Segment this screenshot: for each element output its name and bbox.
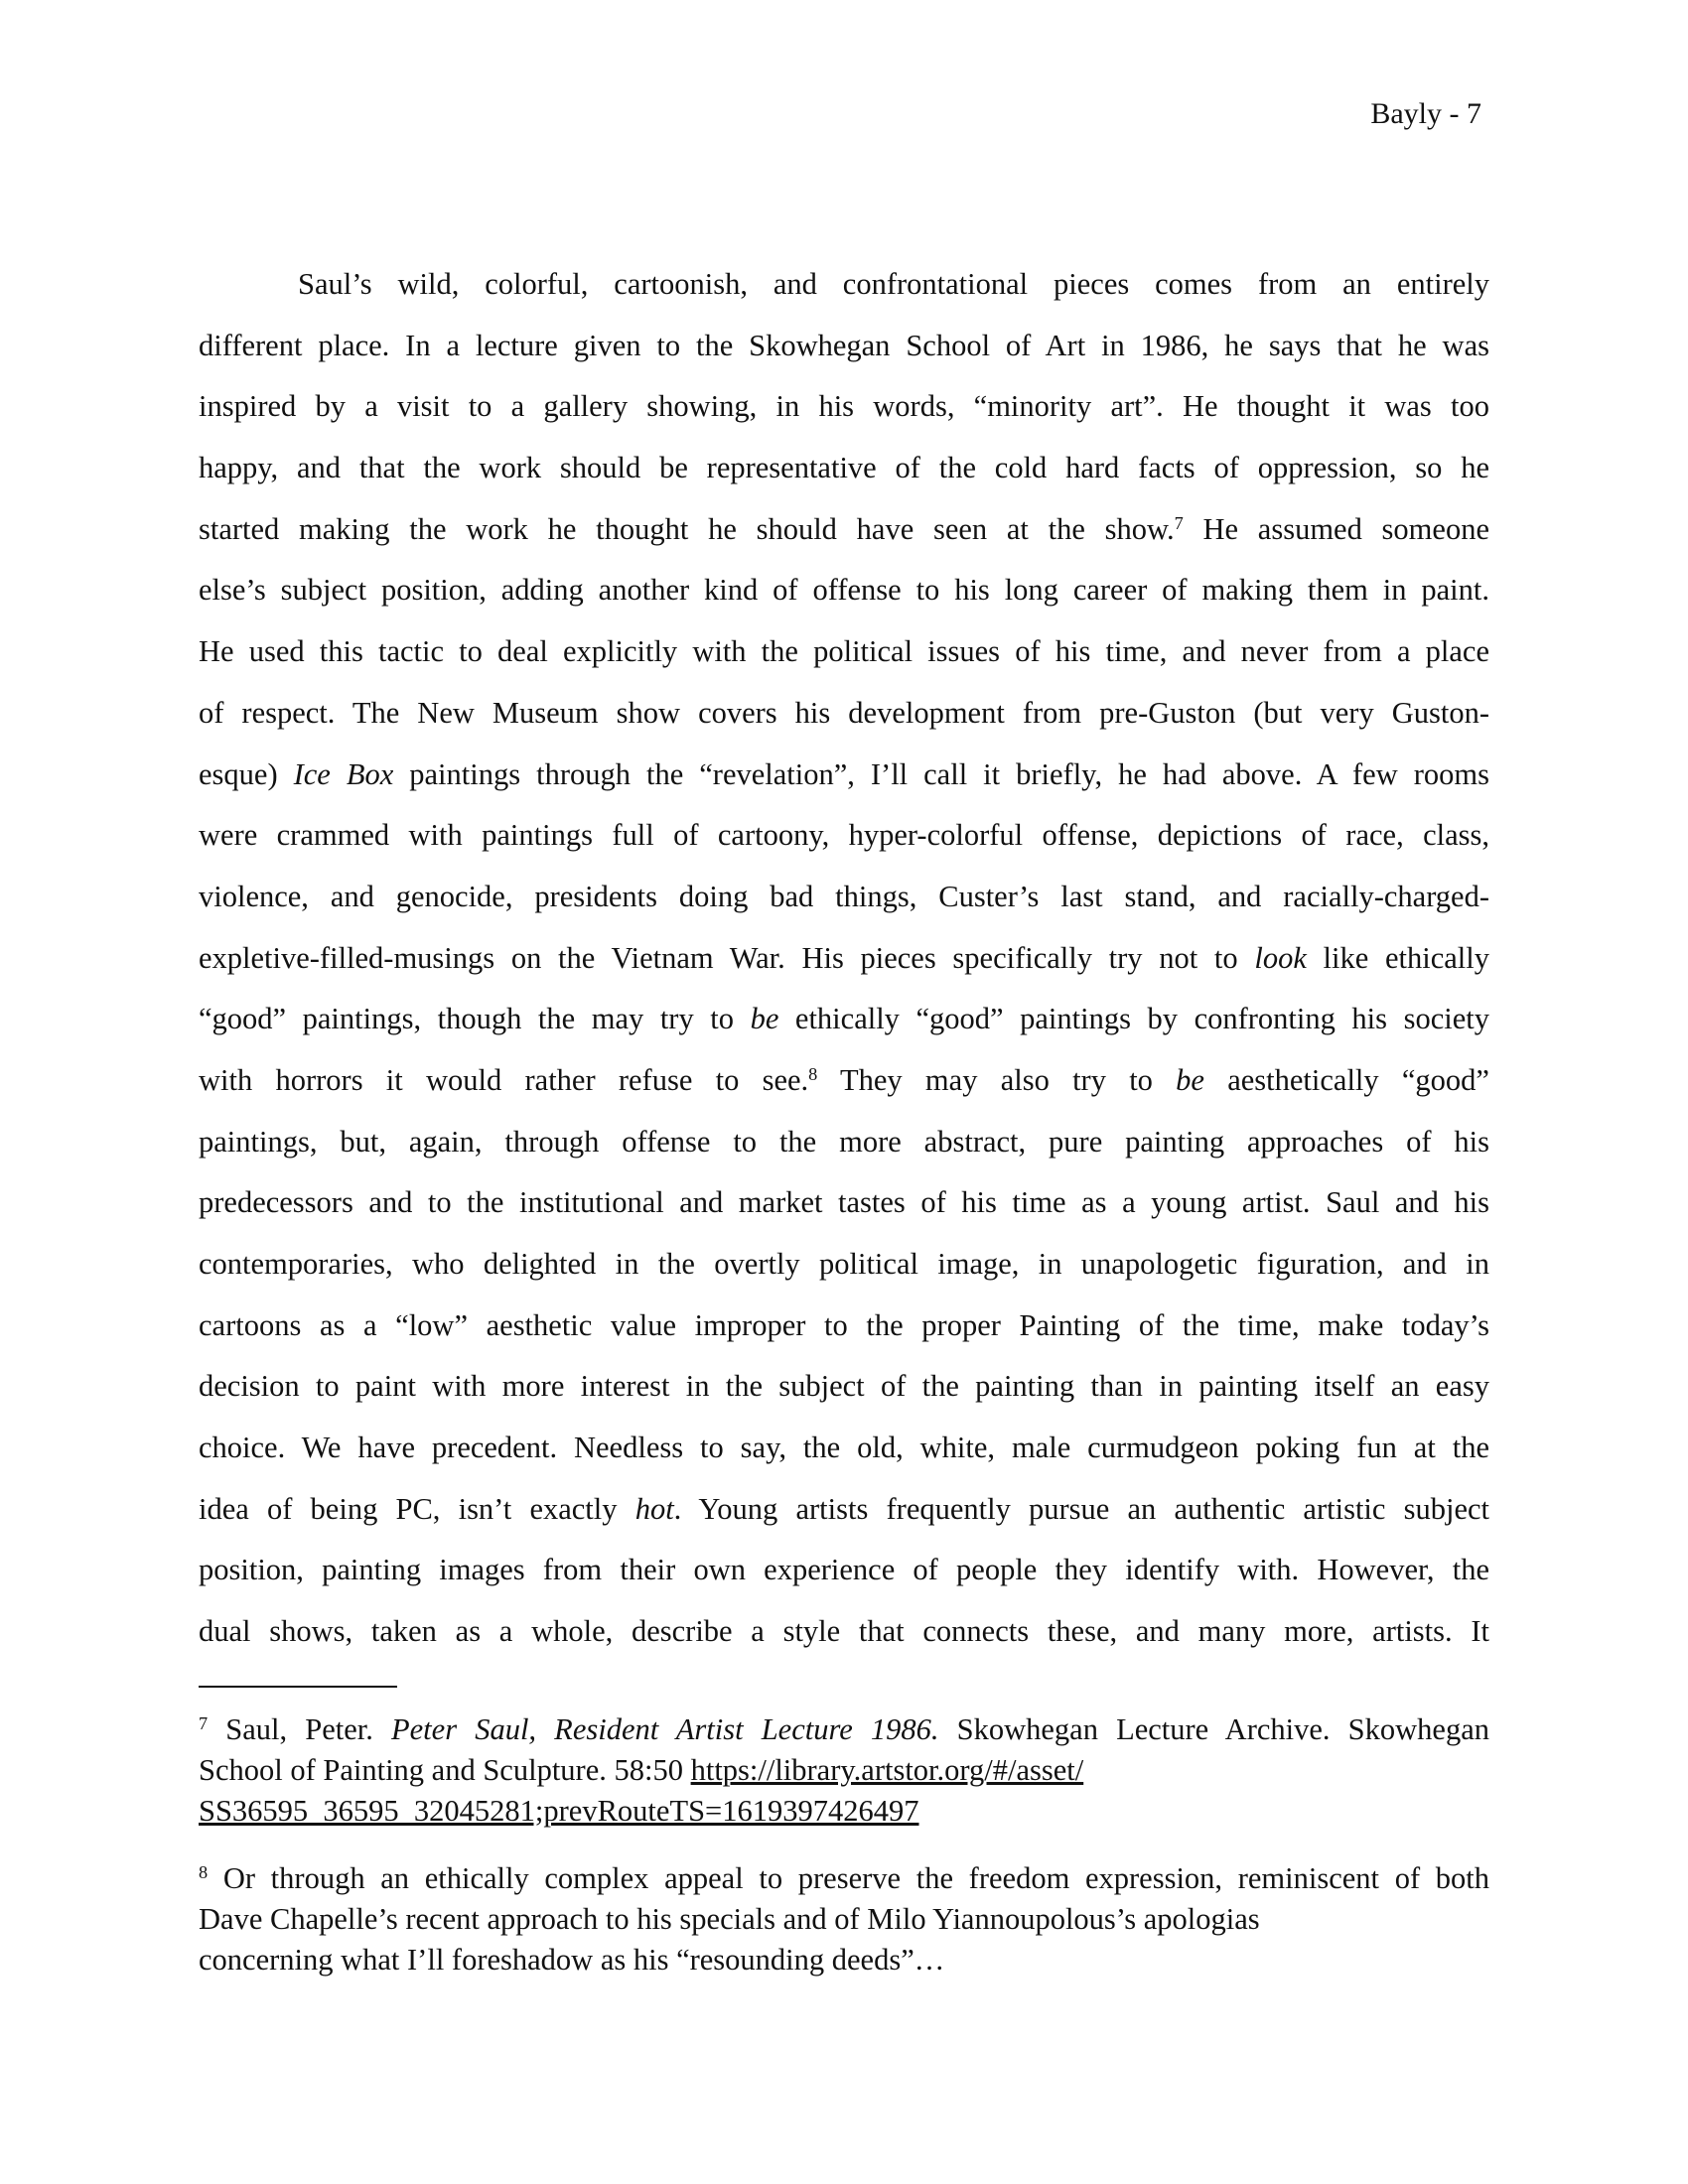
italic-title: Ice Box bbox=[293, 756, 394, 791]
text-line: inspired by a visit to a gallery showing, in his words, “minority art”. He thought it was too bbox=[199, 389, 1489, 424]
text-line: were crammed with paintings full of cartoony, hyper-colorful offense, depictions of race, class, bbox=[199, 818, 1489, 853]
text-line: violence, and genocide, presidents doing bad things, Custer’s last stand, and racially-charged- bbox=[199, 879, 1489, 913]
text-line: idea of being PC, isn’t exactly hot. Young artists frequently pursue an authentic artistic subject bbox=[199, 1491, 1489, 1526]
italic-title: Peter Saul, Resident Artist Lecture 1986. bbox=[391, 1712, 939, 1746]
footnote-line: Dave Chapelle’s recent approach to his specials and of Milo Yiannoupolous’s apologias bbox=[199, 1902, 1260, 1936]
artstor-link-continued[interactable]: SS36595_36595_32045281;prevRouteTS=1619397426497 bbox=[199, 1794, 919, 1828]
footnote-line bbox=[199, 1791, 1489, 1832]
text-line: expletive-filled-musings on the Vietnam War. His pieces specifically try not to look like ethically bbox=[199, 940, 1489, 975]
text-line: cartoons as a “low” aesthetic value improper to the proper Painting of the time, make today’s bbox=[199, 1307, 1489, 1342]
text-line: esque) Ice Box paintings through the “revelation”, I’ll call it briefly, he had above. A few rooms bbox=[199, 756, 1489, 791]
italic-emphasis: be bbox=[1176, 1062, 1204, 1097]
body-paragraph bbox=[199, 254, 1489, 1663]
text-line: “good” paintings, though the may try to be ethically “good” paintings by confronting his society bbox=[199, 1002, 1489, 1036]
text-line: He used this tactic to deal explicitly with the political issues of his time, and never from a place bbox=[199, 634, 1489, 669]
footnote-7 bbox=[199, 1709, 1489, 1832]
footnote-line: concerning what I’ll foreshadow as his “resounding deeds”… bbox=[199, 1943, 945, 1977]
footnote-line: School of Painting and Sculpture. 58:50 https://library.artstor.org/#/asset/ bbox=[199, 1753, 1084, 1787]
text-line: position, painting images from their own experience of people they identify with. However, the bbox=[199, 1553, 1489, 1587]
text-line: else’s subject position, adding another kind of offense to his long career of making them in paint. bbox=[199, 573, 1489, 608]
italic-emphasis: look bbox=[1254, 940, 1307, 975]
text-line: choice. We have precedent. Needless to say, the old, white, male curmudgeon poking fun at the bbox=[199, 1431, 1489, 1465]
footnote-number: 8 bbox=[199, 1861, 209, 1882]
italic-emphasis: be bbox=[750, 1002, 779, 1036]
text-line: started making the work he thought he should have seen at the show.$^7$ He assumed someone bbox=[199, 511, 1489, 546]
footnote-number: 7 bbox=[199, 1712, 209, 1733]
text-line: Saul’s wild, colorful, cartoonish, and confrontational pieces comes from an entirely bbox=[298, 267, 1489, 301]
footnote-divider bbox=[199, 1686, 397, 1688]
footnote-line: $^7$ Saul, Peter. Peter Saul, Resident Artist Lecture 1986. Skowhegan Lecture Archive. Skowhegan bbox=[199, 1712, 1489, 1746]
text-line: decision to paint with more interest in the subject of the painting than in painting itself an easy bbox=[199, 1369, 1489, 1404]
artstor-link[interactable]: https://library.artstor.org/#/asset/ bbox=[690, 1753, 1084, 1787]
text-line: happy, and that the work should be representative of the cold hard facts of oppression, so he bbox=[199, 451, 1489, 485]
italic-emphasis: hot bbox=[634, 1491, 674, 1526]
footnote-ref-8[interactable]: 8 bbox=[808, 1063, 818, 1084]
footnote-8 bbox=[199, 1858, 1489, 1980]
footnote-ref-7[interactable]: 7 bbox=[1174, 512, 1184, 533]
text-line: dual shows, taken as a whole, describe a style that connects these, and many more, artists. It bbox=[199, 1614, 1489, 1649]
text-line: predecessors and to the institutional and market tastes of his time as a young artist. Saul and his bbox=[199, 1185, 1489, 1220]
footnote-line: $^8$ Or through an ethically complex appeal to preserve the freedom expression, reminiscent of both bbox=[199, 1861, 1489, 1895]
text-line: with horrors it would rather refuse to see.$^8$ They may also try to be aesthetically “good” bbox=[199, 1062, 1489, 1097]
text-line: paintings, but, again, through offense to the more abstract, pure painting approaches of his bbox=[199, 1124, 1489, 1159]
text-line: of respect. The New Museum show covers his development from pre-Guston (but very Guston- bbox=[199, 695, 1489, 730]
text-line: contemporaries, who delighted in the overtly political image, in unapologetic figuration, and in bbox=[199, 1247, 1489, 1281]
text-line: different place. In a lecture given to the Skowhegan School of Art in 1986, he says that he was bbox=[199, 328, 1489, 362]
page-header: Bayly - 7 bbox=[1370, 97, 1481, 130]
